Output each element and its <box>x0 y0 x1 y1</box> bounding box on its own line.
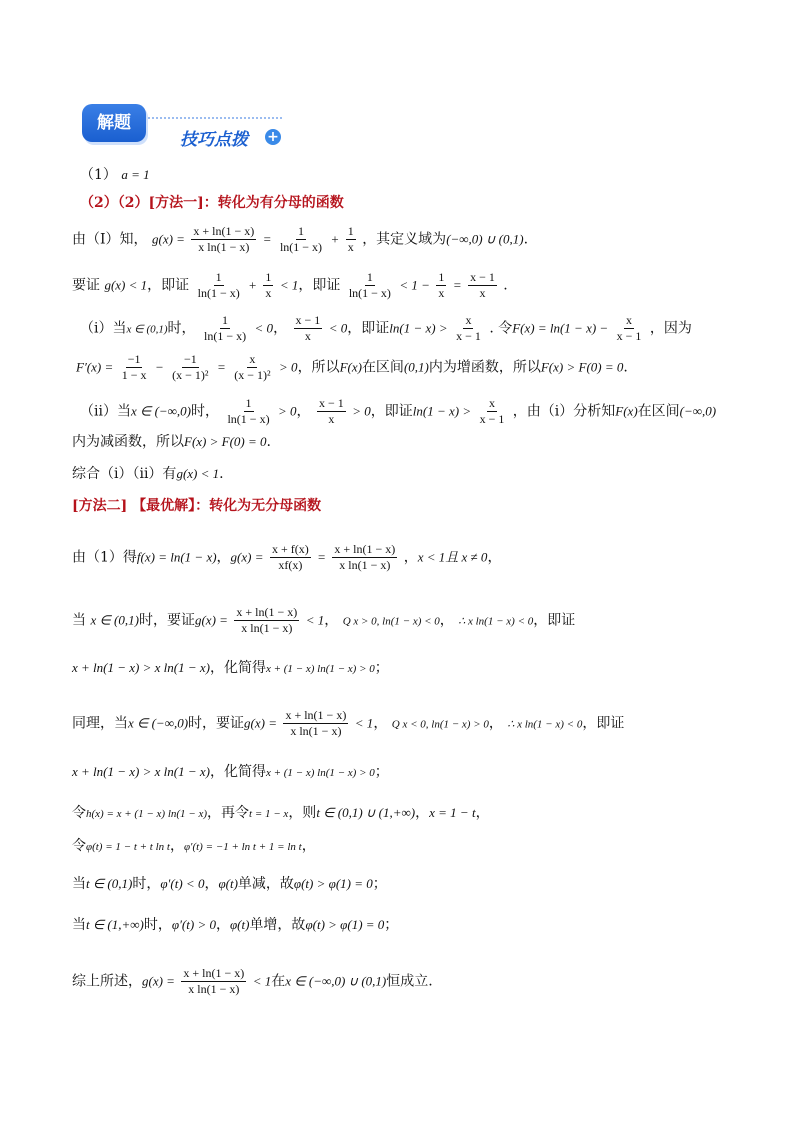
math: g(x) = <box>244 715 277 731</box>
numerator: x <box>488 396 495 410</box>
text: . 令 <box>489 320 513 337</box>
text: . <box>219 466 224 482</box>
text: ，化简得 <box>209 660 266 676</box>
math: φ(t) > φ(1) = 0 <box>293 876 373 891</box>
numerator: x − 1 <box>295 313 321 327</box>
badge-label: 解题 <box>97 113 131 133</box>
denominator: x ln(1 − x) <box>198 240 250 254</box>
text: ， <box>169 838 184 854</box>
math: x ∈ (−∞,0) ∪ (0,1) <box>285 973 387 989</box>
denominator: ln(1 − x) <box>279 240 323 254</box>
text: ，即证 <box>298 277 341 294</box>
denominator: ln(1 − x) <box>197 286 240 300</box>
numerator: 1 <box>298 224 304 238</box>
derivation-line <box>72 542 501 573</box>
derivation-line <box>72 708 624 739</box>
text: 在 <box>271 973 286 990</box>
math: (−∞,0) ∪ (0,1) <box>446 231 524 247</box>
math: φ′(t) < 0 <box>160 876 205 891</box>
numerator: x <box>626 313 633 327</box>
fraction <box>468 270 497 301</box>
text: ，即证 <box>147 277 190 294</box>
math: − <box>154 359 164 375</box>
text: 恒成立. <box>386 973 433 990</box>
text: . <box>523 231 529 248</box>
denominator: xf(x) <box>278 558 303 572</box>
text: 当 <box>72 917 86 933</box>
text: ； <box>384 917 399 933</box>
denominator: x ln(1 − x) <box>241 621 293 635</box>
text: ， <box>301 838 316 854</box>
fraction <box>278 224 324 255</box>
math: φ(t) <box>229 917 250 932</box>
numerator: 1 <box>347 224 354 238</box>
math: x + (1 − x) ln(1 − x) > 0 <box>265 663 375 675</box>
text: ； <box>374 764 389 780</box>
numerator: x + ln(1 − x) <box>183 966 245 980</box>
numerator: 1 <box>215 270 222 284</box>
math: ∴ x ln(1 − x) < 0 <box>458 615 534 628</box>
derivation-line <box>72 464 224 484</box>
text: 时， <box>132 876 161 892</box>
method-one-heading <box>80 193 344 213</box>
fraction <box>294 313 323 344</box>
math: < 1 <box>252 973 272 989</box>
math: x + ln(1 − x) > x ln(1 − x) <box>72 660 210 675</box>
fraction <box>615 313 644 344</box>
math: > 0 <box>279 359 298 375</box>
derivation-line <box>72 762 389 783</box>
math: > 0 <box>278 403 297 419</box>
text: ，即证 <box>582 715 625 732</box>
numerator: x + ln(1 − x) <box>236 605 298 619</box>
math: x + ln(1 − x) > x ln(1 − x) <box>72 764 210 779</box>
fraction <box>346 224 356 255</box>
math: F(x) = ln(1 − x) − <box>512 320 609 336</box>
math: φ′(t) > 0 <box>171 917 216 932</box>
fraction <box>478 396 507 427</box>
numerator: x + ln(1 − x) <box>285 708 347 722</box>
math: F(x) > F(0) = 0 <box>540 359 624 375</box>
fraction <box>170 352 210 383</box>
text: 在区间 <box>361 359 404 376</box>
math: = <box>317 549 326 565</box>
fraction <box>283 708 348 739</box>
math: < 1 <box>354 715 374 731</box>
math: h(x) = x + (1 − x) ln(1 − x) <box>86 808 208 820</box>
math: (−∞,0) <box>679 403 717 419</box>
math: F(x) <box>615 403 638 419</box>
denominator: x <box>328 412 335 426</box>
denominator: ln(1 − x) <box>203 329 247 343</box>
fraction <box>232 352 272 383</box>
denominator: x ln(1 − x) <box>339 558 391 572</box>
math: x ∈ (0,1) <box>90 612 139 628</box>
numerator: x + ln(1 − x) <box>193 224 255 238</box>
text: 由（1）得 <box>72 549 137 566</box>
fraction <box>120 352 149 383</box>
denominator: ln(1 − x) <box>227 412 270 426</box>
plus-circle-icon: + <box>265 129 281 145</box>
numerator: x − 1 <box>319 396 344 410</box>
math: = <box>452 277 462 293</box>
text: 时， <box>143 917 172 933</box>
derivation-line <box>76 352 628 383</box>
derivation-line <box>72 803 490 824</box>
math: F′(x) = <box>76 359 114 375</box>
text: . <box>623 359 628 376</box>
derivation-line <box>72 658 389 679</box>
text: 综上所述， <box>72 973 142 990</box>
text: ，化简得 <box>209 764 266 780</box>
text: ，即证 <box>370 403 413 420</box>
text: 在区间 <box>637 403 680 420</box>
derivation-line <box>80 313 692 344</box>
method-title: [方法一]：转化为有分母的函数 <box>148 195 344 211</box>
dotted-divider <box>148 117 282 119</box>
fraction <box>347 270 393 301</box>
numerator: x − 1 <box>470 270 495 284</box>
fraction <box>191 224 256 255</box>
math: + <box>248 277 257 293</box>
text: （ⅰ）当 <box>80 320 127 337</box>
part-label: （2）（2） <box>80 195 149 211</box>
fraction <box>234 605 299 636</box>
text: 时，要证 <box>138 612 195 629</box>
math: < 1 <box>305 612 325 628</box>
derivation-line <box>72 836 316 857</box>
text: ， <box>216 549 231 566</box>
math: < 0 <box>328 320 348 336</box>
math: φ′(t) = −1 + ln t + 1 = ln t <box>183 841 302 853</box>
denominator: x − 1 <box>456 329 481 343</box>
numerator: x + ln(1 − x) <box>334 542 396 556</box>
denominator: x <box>479 286 486 300</box>
text: ， <box>403 549 418 566</box>
part-label: （1） <box>80 167 117 183</box>
denominator: x − 1 <box>616 329 642 343</box>
math: = <box>216 359 226 375</box>
math: x ∈ (−∞,0) <box>128 715 189 731</box>
derivation-line <box>72 915 398 935</box>
text: 当 <box>72 612 86 629</box>
text: ，因为 <box>649 320 692 337</box>
numerator: −1 <box>183 352 197 366</box>
fraction <box>202 313 248 344</box>
math: F(x) > F(0) = 0 <box>184 434 267 449</box>
text: ； <box>374 660 389 676</box>
text: 令 <box>72 805 86 821</box>
answer-part-1 <box>80 165 150 185</box>
math: x + (1 − x) ln(1 − x) > 0 <box>265 767 375 779</box>
text: ，所以 <box>297 359 340 376</box>
math: g(x) = <box>151 231 185 247</box>
math: + <box>330 231 340 247</box>
fraction <box>436 270 446 301</box>
math: ln(1 − x) > <box>389 320 448 336</box>
numerator: 1 <box>438 270 445 284</box>
math: (0,1) <box>403 359 429 375</box>
math: x = 1 − t <box>429 805 476 820</box>
method-label: [方法二] <box>72 498 128 514</box>
method-two-heading <box>72 496 321 516</box>
denominator: x ln(1 − x) <box>290 724 342 738</box>
denominator: ln(1 − x) <box>348 286 391 300</box>
derivation-line <box>72 224 528 255</box>
text: 令 <box>72 838 86 854</box>
section-subtitle: 技巧点拨 <box>180 130 248 150</box>
text: 内为减函数，所以 <box>72 434 184 450</box>
math: = <box>262 231 272 247</box>
text: ， <box>324 612 339 629</box>
derivation-line <box>80 396 716 427</box>
math: φ(t) > φ(1) = 0 <box>305 917 385 932</box>
text: ， <box>475 805 490 821</box>
math: f(x) = ln(1 − x) <box>136 549 217 565</box>
derivation-line <box>72 432 271 452</box>
math: > 0 <box>352 403 371 419</box>
math: φ(t) <box>218 876 238 891</box>
math: ln(1 − x) > <box>412 403 472 419</box>
math: x < 1且 x ≠ 0 <box>417 549 488 565</box>
text: 内为增函数，所以 <box>428 359 541 376</box>
text: ，则 <box>288 805 317 821</box>
numerator: x + f(x) <box>271 542 309 556</box>
text: 当 <box>72 876 86 892</box>
text: . <box>503 277 508 294</box>
text: 同理，当 <box>72 715 128 732</box>
denominator: x <box>347 240 354 254</box>
text: 单增，故 <box>249 917 306 933</box>
derivation-line <box>72 605 575 636</box>
denominator: x <box>438 286 445 300</box>
fraction <box>196 270 242 301</box>
math: t ∈ (0,1) <box>86 876 133 891</box>
text: 综合（ⅰ）（ⅱ）有 <box>72 466 177 482</box>
numerator: 1 <box>366 270 373 284</box>
math: < 1 <box>279 277 299 293</box>
method-title: 【最优解】：转化为无分母函数 <box>132 498 322 514</box>
fraction <box>317 396 346 427</box>
text: 时，要证 <box>188 715 245 732</box>
fraction <box>332 542 397 573</box>
numerator: x <box>249 352 256 366</box>
math: g(x) = <box>142 973 175 989</box>
denominator: x − 1 <box>479 412 505 426</box>
math: ∴ x ln(1 − x) < 0 <box>507 718 583 731</box>
numerator: 1 <box>265 270 272 284</box>
denominator: x ln(1 − x) <box>188 982 240 996</box>
fraction <box>263 270 273 301</box>
text: ，即证 <box>347 320 390 337</box>
text: 要证 <box>72 277 100 294</box>
text: ，再令 <box>207 805 250 821</box>
text: ， <box>296 403 311 420</box>
denominator: 1 − x <box>121 368 147 382</box>
text: 由（Ⅰ）知， <box>72 231 148 248</box>
text: ， <box>373 715 388 732</box>
math: g(x) < 1 <box>104 277 148 293</box>
math: t = 1 − x <box>249 808 289 820</box>
denominator: (x − 1)² <box>172 368 209 382</box>
fraction <box>181 966 246 997</box>
text: 时， <box>191 403 220 420</box>
text: （ⅱ）当 <box>80 403 131 420</box>
text: . <box>266 434 271 450</box>
text: ， <box>439 612 454 629</box>
denominator: (x − 1)² <box>234 368 271 382</box>
math: g(x) = <box>194 612 228 628</box>
denominator: x <box>265 286 272 300</box>
text: ， <box>488 715 503 732</box>
math: g(x) = <box>230 549 264 565</box>
math: < 0 <box>254 320 274 336</box>
math: t ∈ (1,+∞) <box>86 917 144 932</box>
derivation-line <box>72 270 508 301</box>
text: ，即证 <box>533 612 576 629</box>
text: 时， <box>167 320 196 337</box>
math: < 1 − <box>399 277 430 293</box>
math: x ∈ (0,1) <box>126 323 168 336</box>
math: φ(t) = 1 − t + t ln t <box>86 841 170 853</box>
text: ； <box>372 876 387 892</box>
derivation-line <box>72 874 387 894</box>
fraction <box>225 396 271 427</box>
text: ， <box>215 917 230 933</box>
numerator: 1 <box>222 313 229 327</box>
text: ，其定义域为 <box>362 231 447 248</box>
fraction <box>270 542 311 573</box>
math: Q x < 0, ln(1 − x) > 0 <box>391 718 489 731</box>
denominator: x <box>304 329 311 343</box>
math: g(x) < 1 <box>176 466 220 481</box>
numerator: −1 <box>127 352 141 366</box>
math: a = 1 <box>121 167 150 182</box>
text: ， <box>415 805 430 821</box>
conclusion-line <box>72 966 433 997</box>
math: t ∈ (0,1) ∪ (1,+∞) <box>316 805 416 820</box>
text: ，由（ⅰ）分析知 <box>512 403 616 420</box>
math: F(x) <box>339 359 362 375</box>
math: Q x > 0, ln(1 − x) < 0 <box>342 615 440 628</box>
fraction <box>454 313 483 344</box>
text: ， <box>487 549 502 566</box>
text: ， <box>273 320 288 337</box>
text: 单减，故 <box>237 876 294 892</box>
numerator: 1 <box>245 396 252 410</box>
text: ， <box>204 876 219 892</box>
math: x ∈ (−∞,0) <box>130 403 192 419</box>
numerator: x <box>465 313 472 327</box>
